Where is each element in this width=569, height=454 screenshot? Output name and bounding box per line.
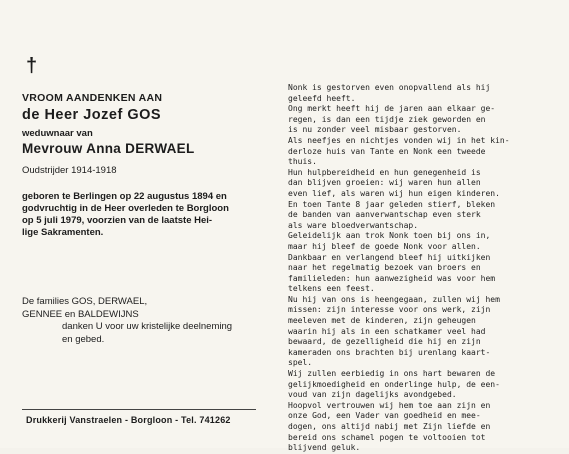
eulogy-line: missen: zijn interesse voor ons werk, zijn — [288, 305, 491, 315]
eulogy-line: gelijkmoedigheid en onderlinge hulp, de een- — [288, 379, 500, 389]
eulogy-line: telkens een feest. — [288, 284, 375, 294]
eulogy-line: En toen Tante 8 jaar geleden stierf, bleken — [288, 199, 496, 209]
eulogy-line: Ong merkt heeft hij de jaren aan elkaar ge- — [288, 104, 496, 114]
cross-icon: † — [26, 55, 38, 77]
thanks-line: De families GOS, DERWAEL, — [22, 296, 148, 307]
eulogy-line: dogen, ons altijd nabij met Zijn liefde en — [288, 422, 491, 431]
eulogy-line: Wij zullen eerbiedig in ons hart bewaren de — [288, 369, 496, 379]
family-thanks — [22, 296, 260, 346]
eulogy-line: blijvend geluk. — [288, 443, 361, 453]
widower-label: weduwnaar van — [22, 128, 93, 139]
eulogy-line: Nu hij van ons is heengegaan, zullen wij hem — [288, 294, 500, 304]
eulogy-line: Hun hulpbereidheid en hun genegenheid is — [288, 167, 481, 177]
eulogy-line: meeleven met de kinderen, zijn geheugen — [288, 316, 476, 326]
spouse-name: Mevrouw Anna DERWAEL — [22, 141, 195, 156]
thanks-line: danken U voor uw kristelijke deelneming — [62, 321, 233, 332]
printer-credit: Drukkerij Vanstraelen - Borgloon - Tel. 741262 — [26, 415, 231, 425]
intro-heading: VROOM AANDENKEN AAN — [22, 92, 163, 104]
eulogy-line: even lief, als waren wij hun eigen kinderen. — [288, 188, 500, 198]
eulogy-line: Hoopvol vertrouwen wij hem toe aan zijn en — [288, 400, 491, 410]
bio-line: godvruchtig in de Heer overleden te Borgloon — [22, 203, 229, 214]
eulogy-line: Nonk is gestorven even onopvallend als hij — [288, 83, 491, 92]
eulogy-line: maar hij bleef de goede Nonk voor allen. — [288, 241, 481, 251]
eulogy-line: bewaard, de gezelligheid die hij en zijn — [288, 337, 481, 347]
eulogy-line: regen, is dan een tijdje ziek geworden en — [288, 114, 486, 124]
eulogy-line: Als neefjes en nichtjes vonden wij in het kin- — [288, 135, 510, 145]
eulogy-line: onze God, een Vader van goedheid en mee- — [288, 411, 481, 421]
deceased-name: de Heer Jozef GOS — [22, 107, 162, 123]
eulogy-line: thuis. — [288, 157, 317, 167]
eulogy-line: voud van zijn dagelijks avondgebed. — [288, 390, 457, 400]
eulogy-line: waarin hij als in een schatkamer veel had — [288, 326, 486, 336]
thanks-line: GENNEE en BALDEWIJNS — [22, 308, 139, 320]
biography — [22, 191, 260, 239]
eulogy-line: de banden van aanverwantschap even sterk — [288, 210, 481, 220]
eulogy-line: dan blijven groeien: wij waren hun allen — [288, 178, 481, 188]
eulogy-line: is nu zonder veel misbaar gestorven. — [288, 125, 462, 135]
eulogy-line: spel. — [288, 358, 313, 368]
eulogy-line: geleefd heeft. — [288, 93, 356, 103]
divider — [22, 409, 256, 410]
eulogy-text — [288, 83, 556, 454]
eulogy-line: kameraden ons brachten bij urenlang kaart- — [288, 347, 491, 357]
thanks-line: en gebed. — [62, 333, 105, 345]
eulogy-line: familieleden: hun aanwezigheid was voor hem — [288, 273, 496, 283]
eulogy-line: derloze huis van Tante en Nonk een tweede — [288, 146, 486, 156]
bio-line: geboren te Berlingen op 22 augustus 1894 en — [22, 191, 227, 202]
eulogy-line: Dankbaar en verlangend bleef hij uitkijken — [288, 252, 491, 262]
bio-line: op 5 juli 1979, voorzien van de laatste Hei- — [22, 215, 213, 226]
eulogy-line: Geleidelijk aan trok Nonk toen bij ons in, — [288, 231, 491, 241]
eulogy-line: als ware bloedverwantschap. — [288, 220, 419, 230]
bio-line: lige Sakramenten. — [22, 227, 104, 238]
eulogy-line: naar het regelmatig bezoek van broers en — [288, 263, 481, 273]
veteran-label: Oudstrijder 1914-1918 — [22, 165, 117, 176]
eulogy-line: bereid ons schamel pogen te voltooien tot — [288, 432, 486, 442]
